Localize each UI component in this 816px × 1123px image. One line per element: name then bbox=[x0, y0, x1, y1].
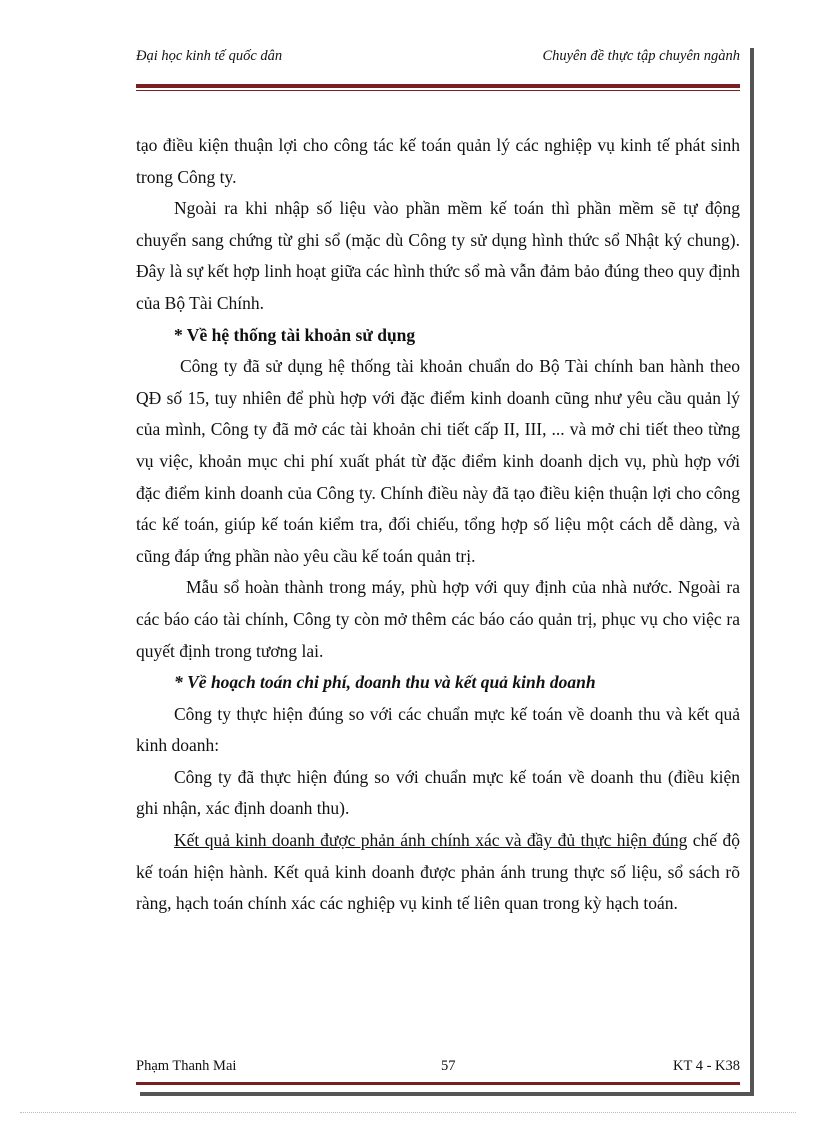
paragraph-3: Công ty đã sử dụng hệ thống tài khoản chuẩn do Bộ Tài chính ban hành theo QĐ số 15, tuy nhiên để phù hợp với đặc điểm kinh doanh cũng như yêu cầu quản lý của mình, Công ty đã mở các tài khoản chi tiết cấp II, III, ... và mở chi tiết theo từng vụ việc, khoản mục chi phí xuất phát từ đặc điểm kinh doanh dịch vụ, phù hợp với đặc điểm kinh doanh của Công ty. Chính điều này đã tạo điều kiện thuận lợi cho công tác kế toán, giúp kế toán kiểm tra, đối chiếu, tổng hợp số liệu một cách dễ dàng, và cũng đáp ứng phần nào yêu cầu kế toán quản trị. bbox=[136, 356, 740, 566]
page-border-shadow-right bbox=[750, 48, 754, 1092]
paragraph-1: tạo điều kiện thuận lợi cho công tác kế toán quản lý các nghiệp vụ kinh tế phát sinh trong Công ty. bbox=[136, 135, 740, 187]
header-rule-thin bbox=[136, 90, 740, 91]
document-body bbox=[136, 130, 740, 920]
page-header bbox=[136, 48, 740, 70]
header-rule bbox=[136, 84, 740, 88]
paragraph-2: Ngoài ra khi nhập số liệu vào phần mềm kế toán thì phần mềm sẽ tự động chuyển sang chứng từ ghi sổ (mặc dù Công ty sử dụng hình thức sổ Nhật ký chung). Đây là sự kết hợp linh hoạt giữa các hình thức sổ mà vẫn đảm bảo đúng theo quy định của Bộ Tài Chính. bbox=[136, 198, 740, 313]
paragraph-4: Mẫu sổ hoàn thành trong máy, phù hợp với quy định của nhà nước. Ngoài ra các báo cáo tài chính, Công ty còn mở thêm các báo cáo quản trị, phục vụ cho việc ra quyết định trong tương lai. bbox=[136, 577, 740, 661]
heading-accounts: * Về hệ thống tài khoản sử dụng bbox=[174, 324, 416, 345]
paragraph-5: Công ty thực hiện đúng so với các chuẩn mực kế toán về doanh thu và kết quả kinh doanh: bbox=[136, 703, 740, 756]
footer-rule bbox=[136, 1082, 740, 1085]
page-footer bbox=[136, 1058, 740, 1080]
header-report-title: Chuyên đề thực tập chuyên ngành bbox=[542, 48, 740, 64]
paragraph-6: Công ty đã thực hiện đúng so với chuẩn mực kế toán về doanh thu (điều kiện ghi nhận, xác định doanh thu). bbox=[136, 766, 740, 819]
paragraph-7-rest: chế độ kế toán hiện hành. Kết quả kinh doanh được phản ánh trung thực số liệu, sổ sách rõ ràng, hạch toán chính xác các nghiệp vụ kinh tế liên quan trong kỳ hạch toán. bbox=[136, 830, 740, 914]
footer-author: Phạm Thanh Mai bbox=[136, 1058, 237, 1074]
paragraph-7 bbox=[136, 825, 740, 920]
heading-accounting: * Về hoạch toán chi phí, doanh thu và kết quả kinh doanh bbox=[174, 672, 596, 693]
footer-class-code: KT 4 - K38 bbox=[673, 1058, 740, 1074]
footer-page-number: 57 bbox=[441, 1058, 456, 1074]
header-university: Đại học kinh tế quốc dân bbox=[136, 48, 283, 64]
page-break-line bbox=[20, 1112, 796, 1113]
paragraph-7-underlined: Kết quả kinh doanh được phản ánh chính xác và đầy đủ thực hiện đúng bbox=[174, 830, 688, 851]
page-border-shadow-bottom bbox=[140, 1092, 754, 1096]
